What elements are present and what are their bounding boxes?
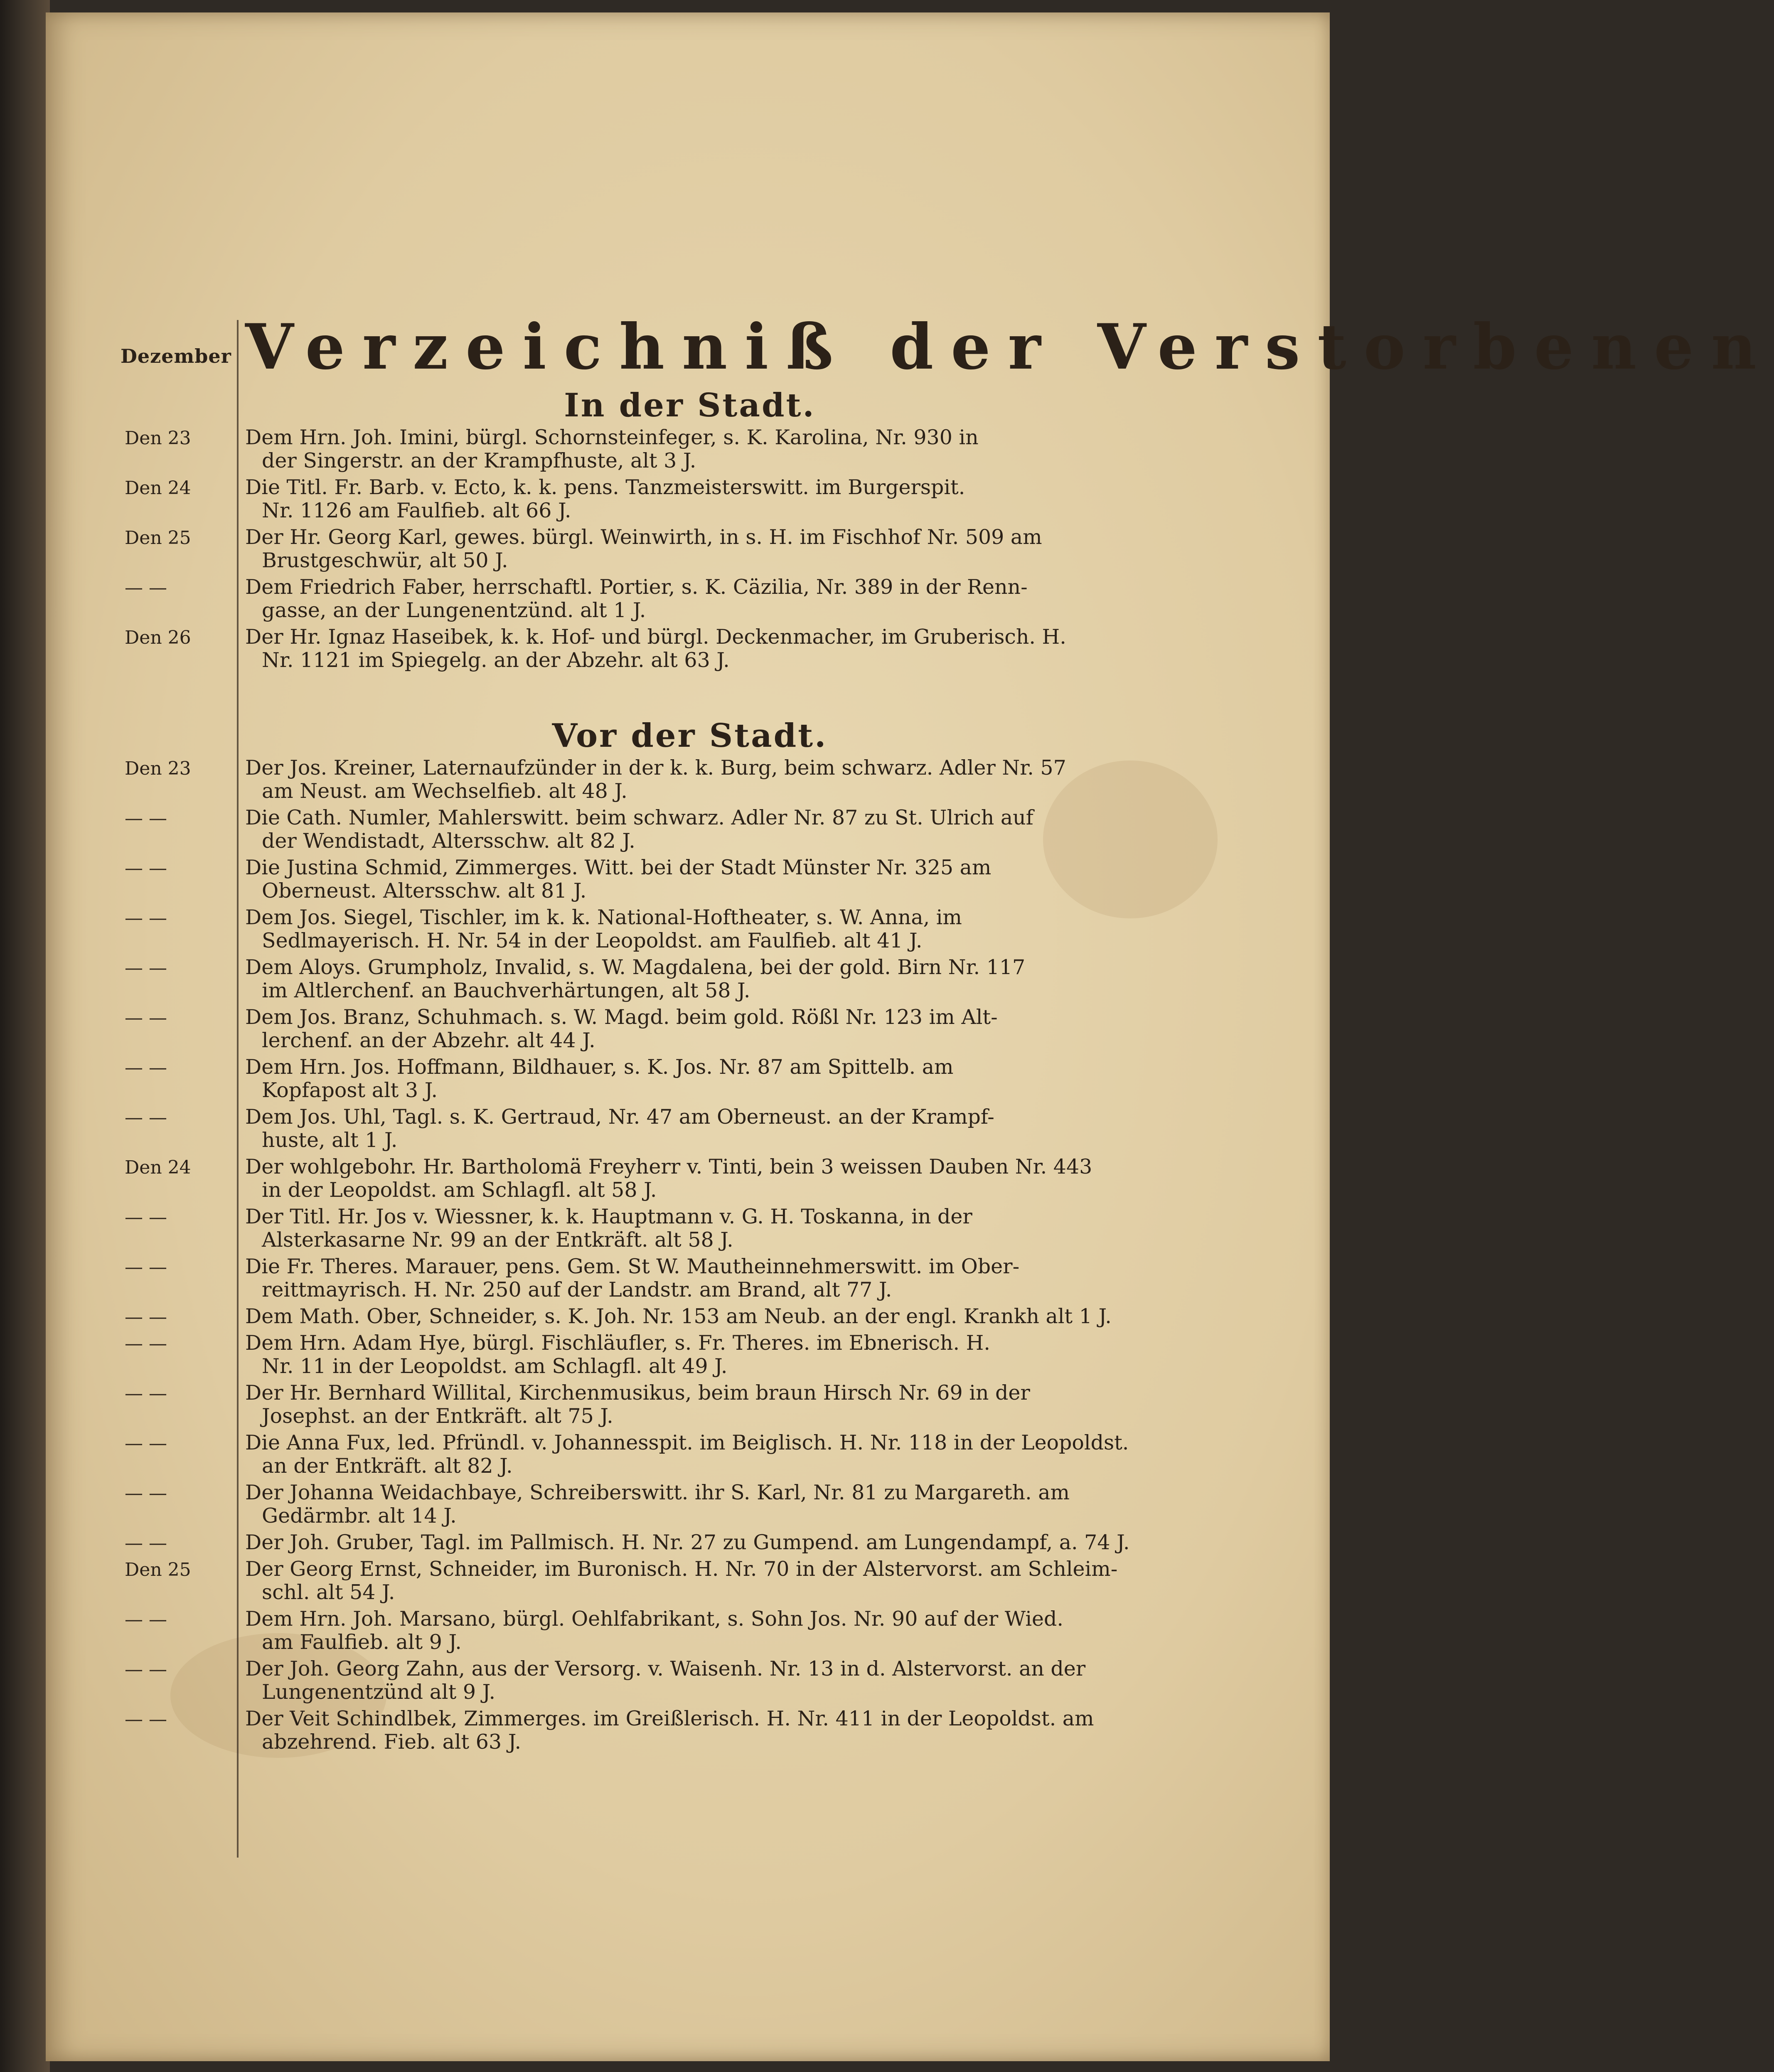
entry-line: Dem Hrn. Adam Hye, bürgl. Fischläufler, s. Fr. Theres. im Ebnerisch. H. <box>245 1331 990 1355</box>
section-heading-city: In der Stadt. <box>564 386 816 424</box>
entry-line: Die Anna Fux, led. Pfründl. v. Johannesspit. im Beiglisch. H. Nr. 118 in der Leopoldst. <box>245 1431 1129 1454</box>
register-entry <box>121 756 1134 803</box>
entry-line: abzehrend. Fieb. alt 63 J. <box>262 1730 522 1754</box>
register-entry <box>121 576 1134 622</box>
register-entry <box>121 956 1134 1002</box>
entry-text <box>237 856 1126 903</box>
entry-date: — — <box>125 1533 167 1554</box>
entry-line: Dem Hrn. Joh. Marsano, bürgl. Oehlfabrikant, s. Sohn Jos. Nr. 90 auf der Wied. <box>245 1607 1063 1631</box>
register-entry <box>121 426 1134 472</box>
entry-line: Dem Jos. Uhl, Tagl. s. K. Gertraud, Nr. 47 am Oberneust. an der Krampf- <box>245 1105 994 1129</box>
entry-text <box>237 906 1126 952</box>
entry-line: Gedärmbr. alt 14 J. <box>262 1504 457 1528</box>
entry-date: Den 26 <box>125 627 191 648</box>
entry-text <box>237 1607 1126 1654</box>
entries-city <box>121 426 1134 675</box>
entry-text <box>237 1305 1126 1328</box>
entry-date: — — <box>125 1007 167 1029</box>
register-entry <box>121 1481 1134 1528</box>
entry-line: Der Georg Ernst, Schneider, im Buronisch. H. Nr. 70 in der Alstervorst. am Schleim- <box>245 1557 1118 1581</box>
entry-date: — — <box>125 1333 167 1354</box>
entry-text <box>237 1481 1126 1528</box>
entry-line: Nr. 1121 im Spiegelg. an der Abzehr. alt 63 J. <box>262 648 730 672</box>
entry-text <box>237 1381 1126 1428</box>
entry-line: Oberneust. Altersschw. alt 81 J. <box>262 879 587 903</box>
register-entry <box>121 526 1134 572</box>
page-title: Verzeichniß der Verstorbenen <box>245 310 1774 384</box>
entry-text <box>237 1431 1129 1478</box>
entry-text <box>237 806 1126 853</box>
entry-line: Der Joh. Georg Zahn, aus der Versorg. v. Waisenh. Nr. 13 in d. Alstervorst. an der <box>245 1657 1086 1681</box>
entry-line: Der Joh. Gruber, Tagl. im Pallmisch. H. Nr. 27 zu Gumpend. am Lungendampf, a. 74 J. <box>245 1531 1130 1554</box>
entry-line: Der Hr. Georg Karl, gewes. bürgl. Weinwirth, in s. H. im Fischhof Nr. 509 am <box>245 525 1042 549</box>
entry-line: Der Jos. Kreiner, Laternaufzünder in der k. k. Burg, beim schwarz. Adler Nr. 57 <box>245 756 1066 780</box>
entry-date: Den 23 <box>125 428 191 449</box>
entry-line: Der Johanna Weidachbaye, Schreiberswitt. ihr S. Karl, Nr. 81 zu Margareth. am <box>245 1481 1070 1504</box>
entry-date: Den 24 <box>125 1157 191 1178</box>
register-entry <box>121 1607 1134 1654</box>
register-entry <box>121 1381 1134 1428</box>
page-sheet <box>46 12 1774 2061</box>
register-entry <box>121 1657 1134 1704</box>
entry-line: Die Cath. Numler, Mahlerswitt. beim schwarz. Adler Nr. 87 zu St. Ulrich auf <box>245 806 1033 829</box>
book-spine-edge <box>0 0 50 2072</box>
entry-text <box>237 756 1126 803</box>
entry-text <box>237 1331 1126 1378</box>
entry-text <box>237 1707 1126 1754</box>
register-entry <box>121 476 1134 522</box>
entry-line: Die Fr. Theres. Marauer, pens. Gem. St W. Mautheinnehmerswitt. im Ober- <box>245 1255 1020 1278</box>
entry-line: Der wohlgebohr. Hr. Bartholomä Freyherr v. Tinti, bein 3 weissen Dauben Nr. 443 <box>245 1155 1092 1179</box>
month-marginal-label: Dezember <box>121 345 231 367</box>
entry-date: — — <box>125 577 167 598</box>
register-entry <box>121 856 1134 903</box>
entry-date: — — <box>125 1307 167 1328</box>
register-entry <box>121 1305 1134 1328</box>
entry-line: Der Hr. Bernhard Willital, Kirchenmusikus, beim braun Hirsch Nr. 69 in der <box>245 1381 1030 1405</box>
entry-line: Der Titl. Hr. Jos v. Wiessner, k. k. Hauptmann v. G. H. Toskanna, in der <box>245 1205 972 1228</box>
entry-text <box>237 1255 1126 1302</box>
entry-line: huste, alt 1 J. <box>262 1128 398 1152</box>
entry-line: Nr. 11 in der Leopoldst. am Schlagfl. alt 49 J. <box>262 1354 728 1378</box>
register-entry <box>121 1531 1134 1554</box>
register-entry <box>121 906 1134 952</box>
entry-date: — — <box>125 957 167 979</box>
entry-line: Dem Jos. Branz, Schuhmach. s. W. Magd. beim gold. Rößl Nr. 123 im Alt- <box>245 1005 998 1029</box>
entry-date: — — <box>125 808 167 829</box>
entry-line: Kopfapost alt 3 J. <box>262 1078 438 1102</box>
entry-line: Josephst. an der Entkräft. alt 75 J. <box>262 1404 613 1428</box>
entry-text <box>237 576 1126 622</box>
entry-line: der Wendistadt, Altersschw. alt 82 J. <box>262 829 635 853</box>
entry-line: Der Veit Schindlbek, Zimmerges. im Greißlerisch. H. Nr. 411 in der Leopoldst. am <box>245 1707 1094 1730</box>
entry-date: Den 25 <box>125 1559 191 1580</box>
register-entry <box>121 806 1134 853</box>
entry-date: — — <box>125 1483 167 1504</box>
entry-text <box>237 625 1126 672</box>
entry-line: Brustgeschwür, alt 50 J. <box>262 549 508 572</box>
entry-line: Dem Math. Ober, Schneider, s. K. Joh. Nr. 153 am Neub. an der engl. Krankh alt 1 J. <box>245 1304 1112 1328</box>
entry-date: — — <box>125 1433 167 1454</box>
entries-suburbs <box>121 756 1134 1757</box>
entry-line: an der Entkräft. alt 82 J. <box>262 1454 513 1478</box>
register-entry <box>121 1707 1134 1754</box>
entry-line: Dem Aloys. Grumpholz, Invalid, s. W. Magdalena, bei der gold. Birn Nr. 117 <box>245 955 1026 979</box>
entry-line: Die Titl. Fr. Barb. v. Ecto, k. k. pens. Tanzmeisterswitt. im Burgerspit. <box>245 475 965 499</box>
entry-date: — — <box>125 1207 167 1228</box>
entry-date: Den 25 <box>125 527 191 549</box>
entry-text <box>237 1531 1130 1554</box>
register-entry <box>121 1205 1134 1252</box>
register-entry <box>121 1558 1134 1604</box>
entry-line: der Singerstr. an der Krampfhuste, alt 3 J. <box>262 449 696 472</box>
entry-text <box>237 426 1126 472</box>
entry-line: Dem Hrn. Jos. Hoffmann, Bildhauer, s. K. Jos. Nr. 87 am Spittelb. am <box>245 1055 954 1079</box>
entry-text <box>237 1558 1126 1604</box>
entry-date: — — <box>125 1709 167 1730</box>
entry-text <box>237 1155 1126 1202</box>
entry-text <box>237 476 1126 522</box>
entry-line: Alsterkasarne Nr. 99 an der Entkräft. alt 58 J. <box>262 1228 733 1252</box>
entry-text <box>237 526 1126 572</box>
entry-text <box>237 956 1126 1002</box>
entry-date: — — <box>125 1383 167 1404</box>
register-entry <box>121 625 1134 672</box>
entry-date: — — <box>125 1659 167 1680</box>
entry-date: — — <box>125 858 167 879</box>
entry-line: Dem Friedrich Faber, herrschaftl. Portier, s. K. Cäzilia, Nr. 389 in der Renn- <box>245 575 1028 599</box>
entry-text <box>237 1657 1126 1704</box>
entry-line: Die Justina Schmid, Zimmerges. Witt. bei der Stadt Münster Nr. 325 am <box>245 856 992 879</box>
entry-date: — — <box>125 1257 167 1278</box>
entry-date: — — <box>125 1057 167 1078</box>
entry-text <box>237 1056 1126 1102</box>
entry-date: — — <box>125 1609 167 1630</box>
entry-line: Nr. 1126 am Faulfieb. alt 66 J. <box>262 499 571 522</box>
entry-text <box>237 1006 1126 1052</box>
register-entry <box>121 1155 1134 1202</box>
entry-line: schl. alt 54 J. <box>262 1580 395 1604</box>
entry-line: Der Hr. Ignaz Haseibek, k. k. Hof- und bürgl. Deckenmacher, im Gruberisch. H. <box>245 625 1066 649</box>
register-entry <box>121 1006 1134 1052</box>
entry-line: in der Leopoldst. am Schlagfl. alt 58 J. <box>262 1178 657 1202</box>
entry-line: gasse, an der Lungenentzünd. alt 1 J. <box>262 598 646 622</box>
entry-text <box>237 1205 1126 1252</box>
entry-line: Sedlmayerisch. H. Nr. 54 in der Leopoldst. am Faulfieb. alt 41 J. <box>262 929 923 952</box>
register-entry <box>121 1255 1134 1302</box>
section-heading-suburbs: Vor der Stadt. <box>552 717 828 755</box>
entry-date: — — <box>125 1107 167 1128</box>
register-entry <box>121 1431 1134 1478</box>
entry-line: im Altlerchenf. an Bauchverhärtungen, alt 58 J. <box>262 979 750 1002</box>
register-entry <box>121 1331 1134 1378</box>
entry-date: Den 23 <box>125 758 191 779</box>
entry-date: Den 24 <box>125 477 191 499</box>
entry-line: reittmayrisch. H. Nr. 250 auf der Landstr. am Brand, alt 77 J. <box>262 1278 892 1302</box>
entry-line: Lungenentzünd alt 9 J. <box>262 1680 496 1704</box>
entry-line: Dem Jos. Siegel, Tischler, im k. k. National-Hoftheater, s. W. Anna, im <box>245 906 962 929</box>
entry-line: am Neust. am Wechselfieb. alt 48 J. <box>262 779 627 803</box>
entry-line: am Faulfieb. alt 9 J. <box>262 1630 462 1654</box>
entry-text <box>237 1105 1126 1152</box>
entry-line: Dem Hrn. Joh. Imini, bürgl. Schornsteinfeger, s. K. Karolina, Nr. 930 in <box>245 426 979 449</box>
entry-line: lerchenf. an der Abzehr. alt 44 J. <box>262 1029 595 1052</box>
register-entry <box>121 1105 1134 1152</box>
register-entry <box>121 1056 1134 1102</box>
entry-date: — — <box>125 908 167 929</box>
